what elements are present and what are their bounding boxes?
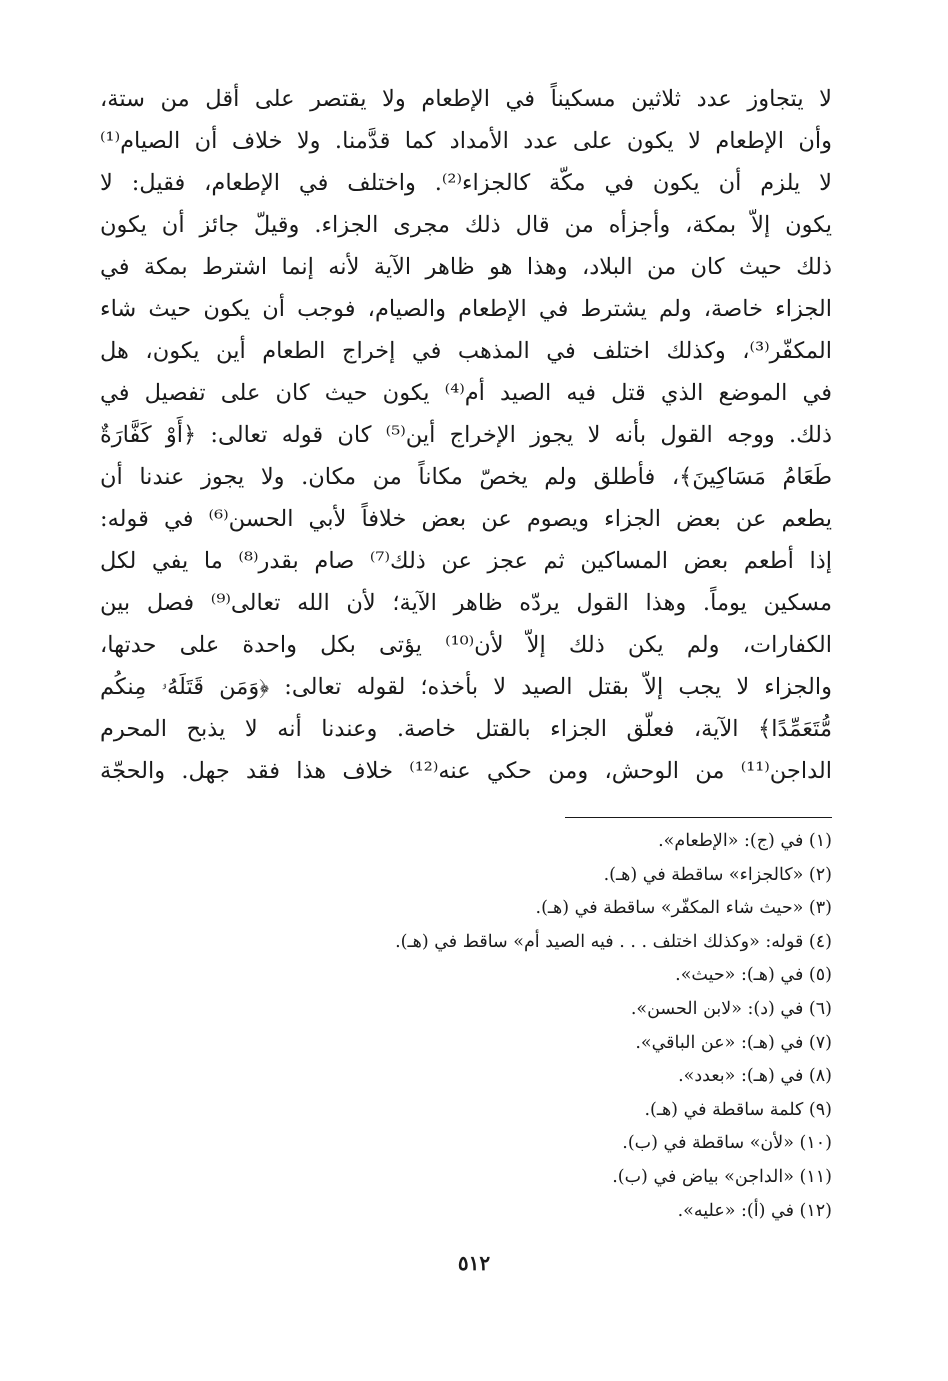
footnote-12: (١٢) في (أ): «عليه».	[677, 1200, 832, 1221]
text-line-11: يطعم عن بعض الجزاء ويصوم عن بعض خلافاً لأبي الحسن⁽⁶⁾ في قوله:	[100, 506, 832, 532]
footnote-3: (٣) «حيث شاء المكفّر» ساقطة في (هـ).	[535, 898, 832, 919]
page-number: ٥١٢	[457, 1251, 491, 1275]
text-line-13: مسكين يوماً. وهذا القول يردّه ظاهر الآية؛ لأن الله تعالى⁽⁹⁾ فصل بين	[100, 590, 832, 616]
footnote-6: (٦) في (د): «لابن الحسن».	[630, 998, 832, 1019]
footnote-9: (٩) كلمة ساقطة في (هـ).	[644, 1099, 832, 1120]
footnote-1: (١) في (ج): «الإطعام».	[658, 831, 832, 851]
text-line-12: إذا أطعم بعض المساكين ثم عجز عن ذلك⁽⁷⁾ صام بقدر⁽⁸⁾ ما يفي لكل	[100, 548, 832, 574]
text-line-17: الداجن⁽¹¹⁾ من الوحش، ومن حكي عنه⁽¹²⁾ خلاف هذا فقد جهل. والحجّة	[100, 758, 832, 784]
footnote-4: (٤) قوله: «وكذلك اختلف . . . فيه الصيد أم» ساقط في (هـ).	[395, 931, 832, 952]
main-text-block	[100, 78, 832, 792]
footnote-8: (٨) في (هـ): «بعدد».	[678, 1066, 832, 1087]
footnote-7: (٧) في (هـ): «عن الباقي».	[635, 1032, 832, 1053]
text-line-14: الكفارات، ولم يكن ذلك إلاّ لأن⁽¹⁰⁾ يؤتى بكل واحدة على حدتها،	[100, 632, 832, 658]
text-line-16: مُّتَعَمِّدًا﴾ الآية، فعلّق الجزاء بالقتل خاصة. وعندنا أنه لا يذبح المحرم	[100, 716, 832, 742]
text-line-9: ذلك. ووجه القول بأنه لا يجوز الإخراج أين⁽⁵⁾ كان قوله تعالى: ﴿أَوْ كَفَّارَةٌ	[100, 422, 832, 448]
footnotes-block	[100, 825, 832, 1228]
footnote-10: (١٠) «لأن» ساقطة في (ب).	[622, 1133, 832, 1154]
text-line-15: والجزاء لا يجب إلاّ بقتل الصيد لا بأخذه؛ لقوله تعالى: ﴿وَمَن قَتَلَهُۥ مِنكُم	[100, 674, 832, 700]
text-line-5: ذلك حيث كان من البلاد، وهذا هو ظاهر الآية لأنه إنما اشترط بمكة في	[100, 254, 832, 280]
text-line-1: لا يتجاوز عدد ثلاثين مسكيناً في الإطعام ولا يقتصر على أقل من ستة،	[100, 86, 832, 112]
text-line-6: الجزاء خاصة، ولم يشترط في الإطعام والصيام، فوجب أن يكون حيث شاء	[100, 296, 832, 322]
footnote-5: (٥) في (هـ): «حيث».	[675, 965, 832, 986]
text-line-10: طَعَامُ مَسَاكِينَ﴾، فأطلق ولم يخصّ مكاناً من مكان. ولا يجوز عندنا أن	[100, 464, 832, 490]
footnote-separator	[565, 817, 832, 818]
text-line-7: المكفّر⁽³⁾، وكذلك اختلف في المذهب في إخراج الطعام أين يكون، هل	[100, 338, 832, 364]
text-line-2: وأن الإطعام لا يكون على عدد الأمداد كما قدَّمنا. ولا خلاف أن الصيام⁽¹⁾	[100, 128, 832, 154]
text-line-3: لا يلزم أن يكون في مكّة كالجزاء⁽²⁾. واختلف في الإطعام، فقيل: لا	[100, 170, 832, 196]
text-line-4: يكون إلاّ بمكة، وأجزأه من قال ذلك مجرى الجزاء. وقيلّ جائز أن يكون	[100, 212, 832, 238]
footnote-2: (٢) «كالجزاء» ساقطة في (هـ).	[603, 864, 832, 885]
text-line-8: في الموضع الذي قتل فيه الصيد أم⁽⁴⁾ يكون حيث كان على تفصيل في	[100, 380, 832, 406]
footnote-11: (١١) «الداجن» بياض في (ب).	[612, 1166, 832, 1187]
